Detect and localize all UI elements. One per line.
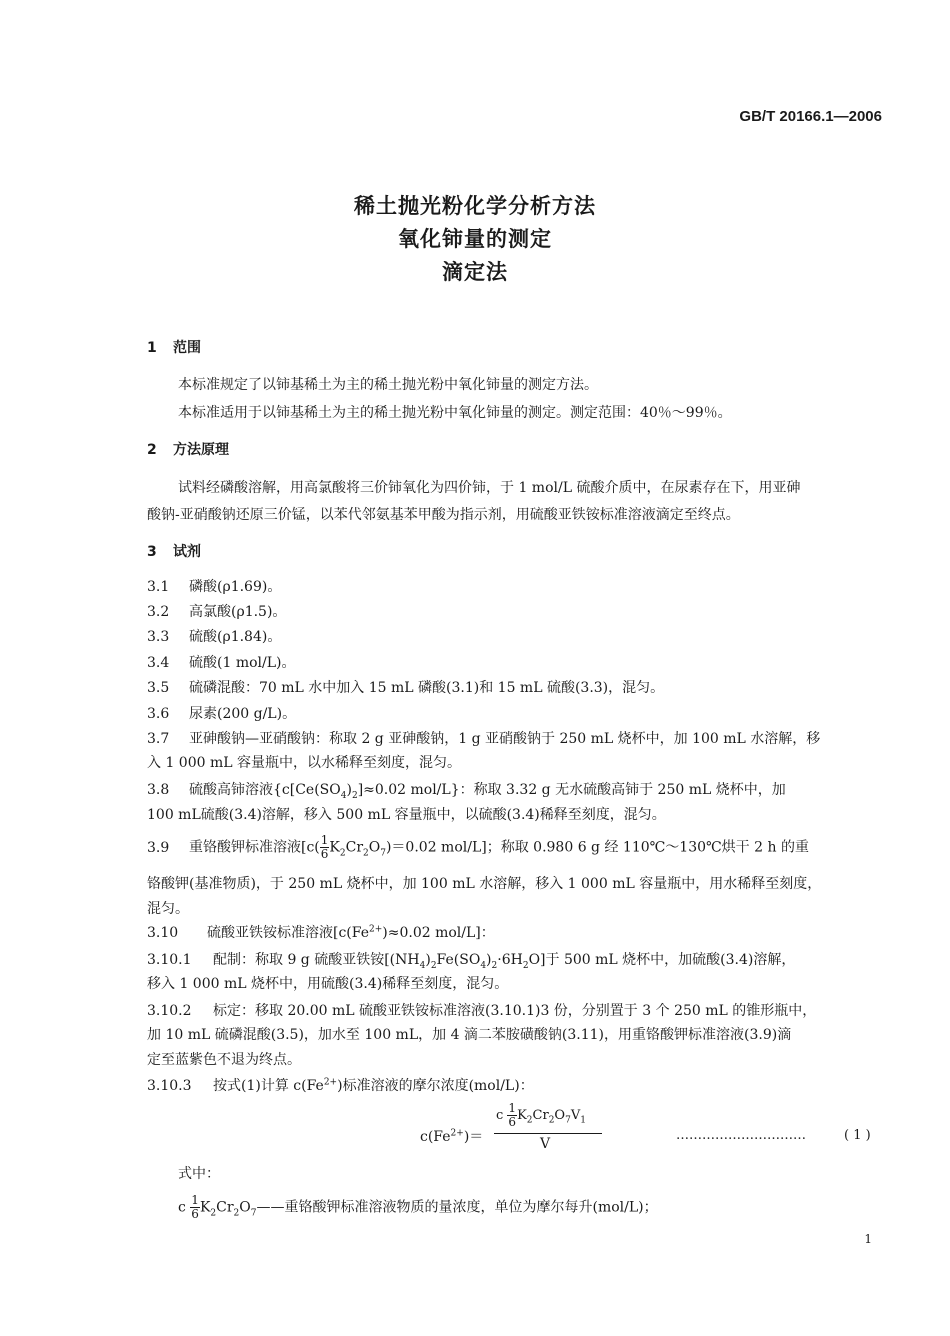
- section-1-paragraph-2: 本标准适用于以铈基稀土为主的稀土抛光粉中氧化铈量的测定。测定范围：40％～99％。: [178, 405, 732, 421]
- formula-leader-dots: …………………………: [676, 1128, 806, 1143]
- reagent-3-10: 3.10 硫酸亚铁铵标准溶液[$c(Fe^{2+})\approx 0.02$ mol/L]：: [147, 924, 495, 941]
- section-2-paragraph-line-2: 酸钠-亚硝酸钠还原三价锰，以苯代邻氨基苯甲酸为指示剂，用硫酸亚铁铵标准溶液滴定至终点。: [147, 507, 740, 523]
- section-1-paragraph-1: 本标准规定了以铈基稀土为主的稀土抛光粉中氧化铈量的测定方法。: [178, 377, 598, 393]
- formula-numerator: c $\frac{1}{6}$ $K_2Cr_2O_7V_1$: [496, 1101, 586, 1129]
- reagent-3-10-3: 3.10.3 按式(1)计算 $c(Fe^{2+})$标准溶液的摩尔浓度(mol/L)：: [147, 1077, 534, 1094]
- reagent-3-8: 3.8 硫酸高铈溶液{$c[Ce(SO_4)_2]\approx 0.02$ mol/L}：称取 3.32 g 无水硫酸高铈于 250 mL 烧杯中，加: [147, 782, 786, 801]
- reagent-3-3: 3.3 硫酸(ρ1.84)。: [147, 629, 282, 645]
- reagent-3-9-continued-1: 铬酸钾(基准物质)，于 250 mL 烧杯中，加 100 mL 水溶解，移入 1 000 mL 容量瓶中，用水稀释至刻度，: [147, 876, 822, 892]
- formula-fraction-bar: [494, 1133, 602, 1134]
- where-label: 式中：: [178, 1166, 220, 1182]
- fraction-one-sixth: $\frac{1}{6}$: [320, 833, 329, 861]
- reagent-3-1: 3.1 磷酸(ρ1.69)。: [147, 579, 282, 595]
- title-line-3: 滴定法: [442, 260, 508, 284]
- reagent-3-10-2-continued-2: 定至蓝紫色不退为终点。: [147, 1052, 301, 1068]
- title-line-2: 氧化铈量的测定: [398, 227, 552, 251]
- reagent-3-10-2-continued-1: 加 10 mL 硫磷混酸(3.5)，加水至 100 mL，加 4 滴二苯胺磺酸钠(3.11)，用重铬酸钾标准溶液(3.9)滴: [147, 1027, 792, 1043]
- reagent-3-5: 3.5 硫磷混酸：70 mL 水中加入 15 mL 磷酸(3.1)和 15 mL 硫酸(3.3)，混匀。: [147, 680, 665, 696]
- section-2-heading: 2 方法原理: [147, 442, 229, 458]
- reagent-3-10-2: 3.10.2 标定：移取 20.00 mL 硫酸亚铁铵标准溶液(3.10.1)3 份，分别置于 3 个 250 mL 的锥形瓶中，: [147, 1003, 817, 1019]
- standard-number: GB/T 20166.1—2006: [739, 108, 882, 125]
- formula-lhs: $c(Fe^{2+})=$: [420, 1128, 484, 1145]
- section-1-heading: 1 范围: [147, 340, 201, 356]
- fraction-one-sixth: $\frac{1}{6}$: [191, 1193, 199, 1221]
- section-3-heading: 3 试剂: [147, 544, 201, 560]
- reagent-3-2: 3.2 高氯酸(ρ1.5)。: [147, 604, 287, 620]
- section-2-paragraph-line-1: 试料经磷酸溶解，用高氯酸将三价铈氧化为四价铈，于 1 mol/L 硫酸介质中，在尿素存在下，用亚砷: [178, 480, 801, 496]
- reagent-3-9-continued-2: 混匀。: [147, 901, 189, 917]
- reagent-3-9: 3.9 重铬酸钾标准溶液[c( $\frac{1}{6}$ $K_2Cr_2O_7)=0.02$ mol/L]；称取 0.980 6 g 经 110℃～130℃烘干 2 h 的重: [147, 833, 809, 861]
- formula-denominator: V: [540, 1136, 551, 1152]
- reagent-3-7: 3.7 亚砷酸钠—亚硝酸钠：称取 2 g 亚砷酸钠，1 g 亚硝酸钠于 250 mL 烧杯中，加 100 mL 水溶解，移: [147, 731, 821, 747]
- reagent-3-4: 3.4 硫酸(1 mol/L)。: [147, 655, 296, 671]
- reagent-3-10-1-continued: 移入 1 000 mL 烧杯中，用硫酸(3.4)稀释至刻度，混匀。: [147, 976, 509, 992]
- document-title: [0, 190, 950, 289]
- where-definition: c $\frac{1}{6}$ $K_2Cr_2O_7——$重铬酸钾标准溶液物质的量浓度，单位为摩尔每升(mol/L)；: [178, 1193, 658, 1221]
- title-line-1: 稀土抛光粉化学分析方法: [354, 194, 596, 218]
- reagent-3-7-continued: 入 1 000 mL 容量瓶中，以水稀释至刻度，混匀。: [147, 755, 462, 771]
- fraction-one-sixth: $\frac{1}{6}$: [508, 1101, 517, 1129]
- reagent-3-6: 3.6 尿素(200 g/L)。: [147, 706, 297, 722]
- reagent-3-8-continued: 100 mL硫酸(3.4)溶解，移入 500 mL 容量瓶中，以硫酸(3.4)稀释至刻度，混匀。: [147, 807, 666, 823]
- reagent-3-10-1: 3.10.1 配制：称取 9 g 硫酸亚铁铵$[(NH_4)_2Fe(SO_4)_2\cdot 6H_2O]$于 500 mL 烧杯中，加硫酸(3.4)溶解，: [147, 952, 796, 971]
- page-number: 1: [864, 1232, 872, 1246]
- formula-equation-number: ( 1 ): [844, 1128, 871, 1143]
